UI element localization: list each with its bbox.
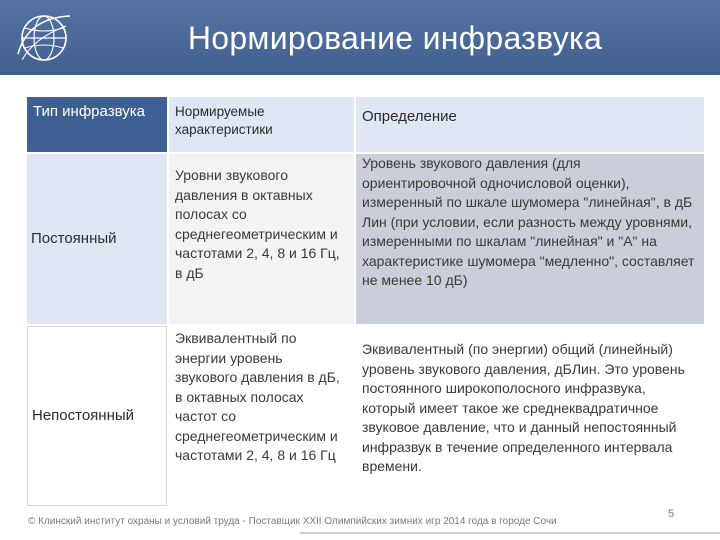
page-number: 5	[668, 508, 675, 520]
footer-divider	[300, 532, 720, 534]
row-variable-definition: Эквивалентный (по энергии) общий (линейный) уровень звукового давления, дБЛин. Это уровень постоянного широкополосного инфразвука, который имеет такое же среднеквадратичное звуковое давление, что и данный непостоянный инфразвук в течение определенного интервала времени.	[356, 326, 704, 506]
header-cell-definition: Определение	[356, 97, 704, 152]
row-constant-characteristics: Уровни звукового давления в октавных полосах со среднегеометрическим и частотами 2, 4, 8 и 16 Гц, в дБ	[169, 154, 354, 324]
row-constant-type: Постоянный	[27, 154, 167, 324]
title-bar	[0, 0, 720, 75]
row-constant-definition: Уровень звукового давления (для ориентировочной одночисловой оценки), измеренный по шкале шумомера "линейная", в дБ Лин (при условии, если разность между уровнями, измеренными по шкалам "линейная" и "А" на характеристике шумомера "медленно", составляет не менее 10 дБ)	[356, 154, 704, 324]
footer-copyright: © Клинский институт охраны и условий труда - Поставщик XXII Олимпийских зимних игр 2014 года в городе Сочи	[28, 516, 557, 527]
slide-title: Нормирование инфразвука	[187, 20, 603, 56]
header-cell-characteristics: Нормируемые характеристики	[169, 97, 354, 152]
row-variable-type: Непостоянный	[27, 326, 167, 506]
norms-table	[27, 97, 704, 507]
globe-logo-icon	[14, 8, 74, 68]
header-cell-type: Тип инфразвука	[27, 97, 167, 152]
row-variable-characteristics: Эквивалентный по энергии уровень звукового давления в дБ, в октавных полосах частот со среднегеометрическим и частотами 2, 4, 8 и 16 Гц	[169, 326, 354, 506]
